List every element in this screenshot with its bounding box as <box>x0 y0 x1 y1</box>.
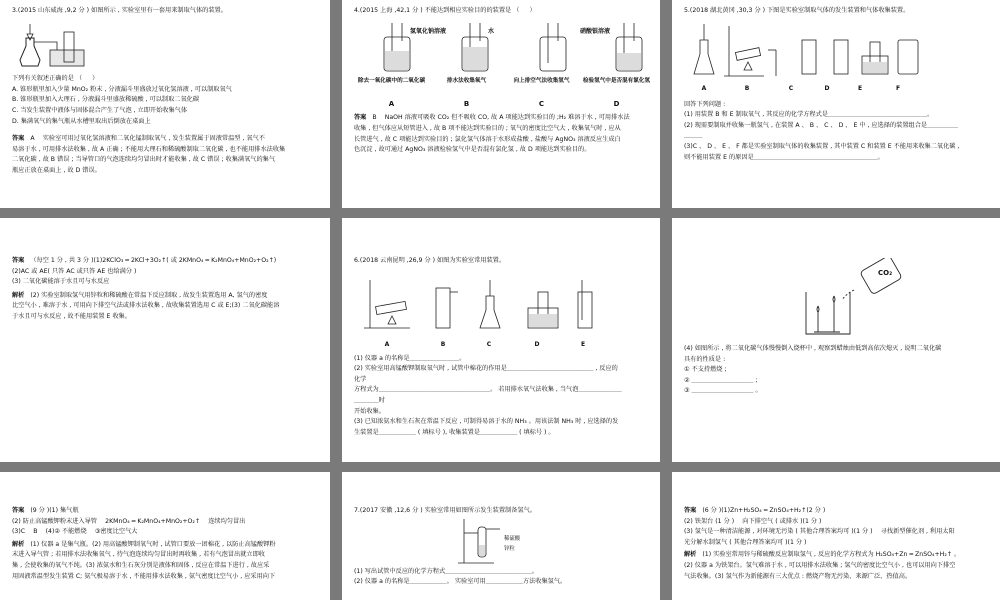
subquestion: ＿＿＿＿时 <box>354 396 385 404</box>
answer-line: (9 分 )(1) 集气瓶 <box>30 507 79 514</box>
letter-a: A <box>701 85 707 93</box>
analysis-label: 解析 <box>12 540 25 548</box>
option-c: C. 当发生装置中液体与固体混合产生了气泡 , 立即开始收集气体 <box>12 107 188 115</box>
letter-d: D <box>824 85 830 93</box>
analysis-line: 于水且可与水反应 , 故不能用装置 E 收集。 <box>12 313 131 321</box>
answer-line: 易溶于水 , 可用排水法收集 , 故 A 正确 ; 不能用大理石和稀硫酸制取二氧化碳 , 也不能用排水法收集 <box>12 145 286 153</box>
caption-a: 除去一氧化碳中的二氧化碳 <box>357 77 426 84</box>
answer-line: （每空 1 分 , 共 3 分 )(1)2KClO₃ ═ 2KCl+3O₂↑( 或 2KMnO₄ ═ K₂MnO₄+MnO₂+O₂↑) <box>30 257 277 264</box>
hydrogen-figure <box>454 517 554 567</box>
letter-e: E <box>580 341 586 349</box>
subquestion: ＿＿＿ <box>684 132 703 140</box>
subquestion: (2) 实验室用高锰酸钾制取氧气时 , 试管中棉花的作用是＿＿＿＿＿＿＿＿＿＿＿＿＿＿ , 反应的 <box>354 365 618 373</box>
subquestion: ③ ＿＿＿＿＿＿＿＿＿＿ 。 <box>684 387 762 395</box>
apparatus-figure <box>684 20 924 80</box>
answer-line: (3)C B (4)② 不能燃烧 ③密度比空气大 <box>12 528 138 536</box>
subquestion: (4) 如图所示 , 将二氧化碳气体慢慢倒入烧杯中 , 观察到蜡烛由低到高依次熄灭 , 说明二氧化碳 <box>684 345 942 352</box>
co2-figure <box>794 258 914 338</box>
page-q6 <box>342 218 660 462</box>
analysis-line: (1) 仪器 a 是集气瓶。(2) 用高锰酸钾制氧气时 , 试管口要放一团棉花 , 以防止高锰酸钾粉 <box>30 540 276 548</box>
analysis-line: (1) 实验室常用锌与稀硫酸反应制取氢气 , 反应的化学方程式为 H₂SO₄+Zn ═ ZnSO₄+H₂↑ 。 <box>702 551 961 559</box>
letter-a: A <box>384 341 390 349</box>
question-stem: 5.(2018 湖北黄冈 ,30,3 分 ) 下图是实验室制取气体的发生装置和气体收集装置。 <box>684 7 910 14</box>
subquestion: (1) 仪器 a 的名称是＿＿＿＿＿＿＿＿。 <box>354 354 466 362</box>
answer-line: (2) 铁架台 (1 分 ) 向下排空气 ( 或排水 )(1 分 ) <box>684 517 822 525</box>
answer-line: (6 分 )(1)Zn+H₂SO₄ ═ ZnSO₄+H₂↑(2 分 ) <box>702 507 826 514</box>
question-stem: 7.(2017 安徽 ,12,6 分 ) 实验室常用如图所示发生装置制备氢气。 <box>354 507 536 514</box>
letter-b: B <box>440 341 446 349</box>
answer-label: 答案 <box>12 507 25 514</box>
answer-line: 长管进气 , 故 C 项能达到实验目的 ; 氯化氢气体溶于水形成盐酸 , 盐酸与 AgNO₃ 溶液反应生成白 <box>354 135 621 143</box>
bottle-label-water: 水 <box>488 27 495 35</box>
page-q5-answer <box>0 218 330 462</box>
answer-line: 收集 , 但气体应从短管进入 , 故 B 项不能达到实验目的 ; 氧气的密度比空气大 , 收集氧气时 , 应从 <box>354 125 621 133</box>
subquestion: 方程式为＿＿＿＿＿＿＿＿＿＿＿＿＿＿＿＿＿＿。 若用排水氧气法收集 , 当气泡＿＿＿＿＿＿＿ <box>354 386 622 394</box>
caption-b: 排水法收集氧气 <box>446 77 487 84</box>
option-b: B. 锥形瓶里加入大理石 , 分液漏斗里盛放稀硫酸 , 可以制取二氧化碳 <box>12 96 200 104</box>
analysis-line: 集 , 会使收集的氧气不纯。(3) 浓氨水和生石灰分别是液体和固体 , 反应在常温下进行 , 故应采 <box>12 562 270 570</box>
letter-f: F <box>895 85 901 93</box>
subquestion: 化学 <box>354 375 367 383</box>
question-stem: 3.(2015 山东威海 ,9,2 分 ) 如图所示 , 实验室里有一套用来制取气体的装置。 <box>12 7 227 14</box>
analysis-label: 解析 <box>684 551 697 559</box>
answer-line: (2) 防止高锰酸钾粉末进入导管 2KMnO₄ ═ K₂MnO₄+MnO₂+O₂↑ 连续均匀冒出 <box>12 517 246 525</box>
label-zinc: 锌粒 <box>504 545 515 552</box>
label-sulfuric-acid: 稀硫酸 <box>504 535 521 542</box>
bottle-figure <box>354 17 650 99</box>
page-q5 <box>672 0 1000 208</box>
subquestion: 则不能用装置 E 的原因是＿＿＿＿＿＿＿＿＿＿＿＿＿＿＿＿＿＿＿＿。 <box>684 153 884 161</box>
analysis-line: 比空气小 , 难溶于水 , 可用向下排空气法或排水法收集 , 故收集装置选用 C 或 E;(3) 二氧化碳能溶 <box>12 302 280 310</box>
analysis-line: 用固液常温型发生装置 C; 氨气极易溶于水 , 不能用排水法收集 , 氨气密度比空气小 , 应采用向下 <box>12 572 276 580</box>
page-q3 <box>0 0 330 208</box>
subquestion: ② ＿＿＿＿＿＿＿＿＿＿ ; <box>684 376 758 384</box>
co2-label: CO₂ <box>878 269 893 277</box>
analysis-line: 气法收集。(3) 氢气作为新能源有三大优点 : 燃烧产物无污染、来源广泛、热值高。 <box>684 572 912 580</box>
answer-line: (3) 二氧化碳能溶于水且可与水反应 <box>12 278 110 286</box>
subquestion: (1) 用装置 B 和 E 制取氧气 , 其反应的化学方程式是＿＿＿＿＿＿＿＿＿＿＿＿＿＿＿＿。 <box>684 111 934 119</box>
answer-label: 答案 <box>354 114 367 122</box>
question-prompt: 回答下列问题 : <box>684 100 726 108</box>
letter-a: A <box>388 99 395 108</box>
answer-line: (2)AC 或 AE( 只答 AC 或只答 AE 也给满分 ) <box>12 267 137 275</box>
subquestion: 具有的性质是 : <box>684 355 726 363</box>
answer-line: 色沉淀 , 故可通过 AgNO₃ 溶液检验氢气中是否混有氯化氢 , 故 D 项能达到实验目的。 <box>354 146 591 154</box>
bottle-label-agno3: 硝酸银溶液 <box>580 27 611 35</box>
question-stem: 6.(2018 云南昆明 ,26,9 分 ) 如图为实验室常用装置。 <box>354 257 506 264</box>
subquestion: 开始收集。 <box>354 407 385 415</box>
analysis-line: 末进入导气管 ; 若用排水法收集氧气 , 待气泡连续均匀冒出时再收集 , 若有气泡冒出就立即收 <box>12 551 265 559</box>
letter-e: E <box>857 85 863 93</box>
caption-d: 检验氢气中是否混有氯化氢 <box>582 77 651 84</box>
letter-c: C <box>538 99 545 108</box>
answer-label: 答案 <box>684 507 697 514</box>
analysis-label: 解析 <box>12 291 25 299</box>
answer-line: 瓶应正放在桌面上 , 故 D 错误。 <box>12 167 101 175</box>
option-a: A. 锥形瓶里加入少量 MnO₂ 粉末 , 分液漏斗里盛放过氧化氢溶液 , 可以制取氧气 <box>12 85 232 93</box>
page-q7 <box>342 472 660 600</box>
apparatus-figure <box>354 270 604 334</box>
question-prompt: 下列有关叙述正确的是 （ ） <box>12 75 99 83</box>
page-q6-answer <box>0 472 330 600</box>
letter-b: B <box>744 85 750 93</box>
page-q4 <box>342 0 660 208</box>
answer-label: 答案 <box>12 135 25 143</box>
page-q7-answer <box>672 472 1000 600</box>
caption-c: 向上排空气法收集氢气 <box>513 77 570 84</box>
subquestion: ① 不支持燃烧 ; <box>684 366 727 374</box>
option-d: D. 集满氧气的集气瓶从水槽里取出后倒放在桌面上 <box>12 117 151 125</box>
answer-text: A 实验室可用过氧化氢溶液和二氧化锰制取氧气 , 发生装置属于固液常温型 , 氧气不 <box>30 135 265 143</box>
subquestion: (2) 仪器 a 的名称是＿＿＿＿＿＿。 实验室可用＿＿＿＿＿＿方法收集氢气。 <box>354 578 567 586</box>
page-q6-cont <box>672 218 1000 462</box>
answer-line: 光分解水制氢气 ( 其他合理答案均可 )(1 分 ) <box>684 538 807 546</box>
subquestion: (2) 现需要制取并收集一瓶氢气 , 在装置 A 、 B 、 C 、 D 、 E 中 , 应选择的装置组合是＿＿＿＿＿ <box>684 121 959 129</box>
answer-line: 二氧化碳 , 故 B 错误 ; 当导管口的气泡连续均匀冒出时才能收集 , 故 C 错误 ; 收集满氧气的集气 <box>12 156 276 164</box>
letter-d: D <box>534 341 540 349</box>
answer-line: (3) 氢气是一种清洁能源 , 对环境无污染 ( 其他合理答案均可 )(1 分 ) 寻找新型催化剂 , 利用太阳 <box>684 528 955 536</box>
answer-label: 答案 <box>12 257 25 264</box>
letter-d: D <box>613 99 620 108</box>
subquestion: (1) 写出试管中反应的化学方程式＿＿＿＿＿＿＿＿＿＿＿＿＿＿。 <box>354 567 538 575</box>
question-stem: 4.(2015 上海 ,42,1 分 ) 不能达到相应实验目的的装置是 （ ） <box>354 7 536 14</box>
letter-c: C <box>486 341 492 349</box>
bottle-label-naoh: 氢氧化钠溶液 <box>410 27 447 35</box>
subquestion: 生装置是＿＿＿＿＿＿ ( 填标号 ), 收集装置是＿＿＿＿＿＿ ( 填标号 ) 。 <box>354 428 555 436</box>
answer-text: B NaOH 溶液可吸收 CO₂ 但不吸收 CO, 故 A 项能达到实验目的 ;H₂ 难溶于水 , 可用排水法 <box>372 114 630 122</box>
analysis-line: (2) 仪器 a 为铁架台。氢气难溶于水 , 可以用排水法收集 ; 氢气的密度比空气小 , 也可以用向下排空 <box>684 562 956 570</box>
apparatus-figure <box>12 20 102 68</box>
subquestion: (3)C 、 D 、 E 、 F 都是实验室制取气体的收集装置 , 其中装置 C 和装置 E 不能用来收集二氧化碳 , <box>684 142 960 150</box>
letter-c: C <box>788 85 794 93</box>
letter-b: B <box>463 99 470 108</box>
subquestion: (3) 已知浓氨水和生石灰在常温下反应 , 可制得易溶于水的 NH₃ 。用该法制 NH₃ 时 , 应选择的发 <box>354 418 619 426</box>
analysis-line: (2) 实验室制取氢气用锌粒和稀硫酸在常温下反应制取 , 故发生装置选用 A, 氢气的密度 <box>30 291 268 299</box>
